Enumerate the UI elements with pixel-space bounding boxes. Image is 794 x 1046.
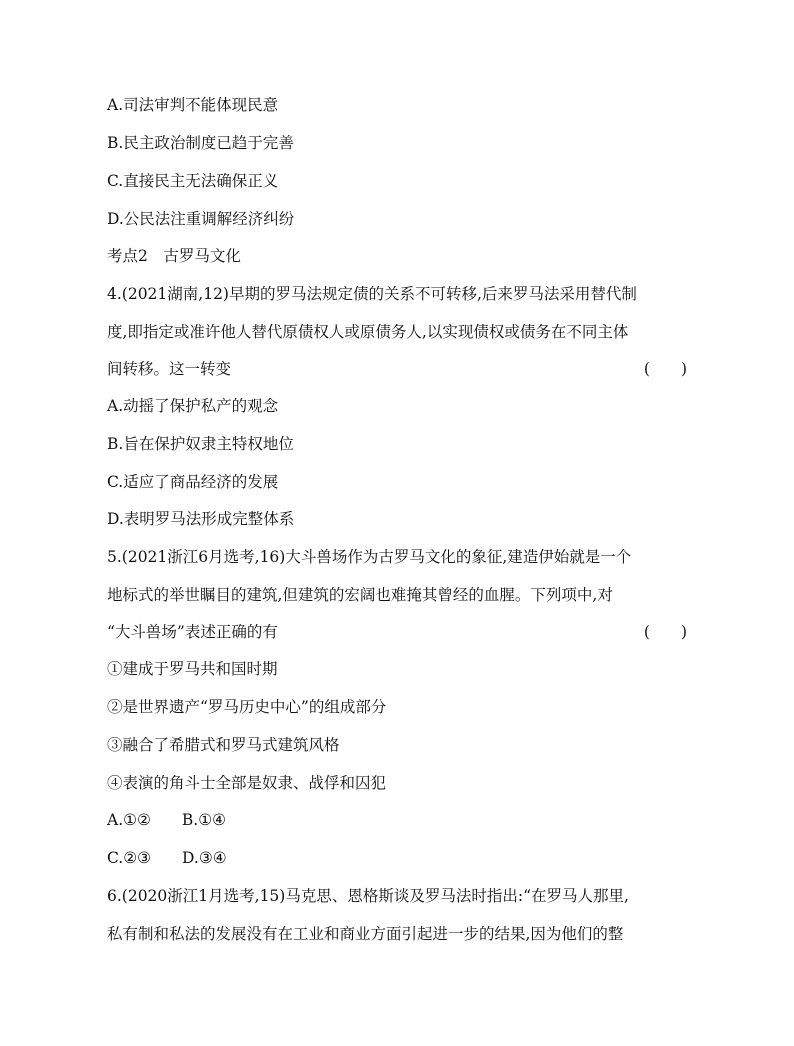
q3-option-a: A.司法审判不能体现民意 xyxy=(107,96,279,114)
q5-item-3: ③融合了希腊式和罗马式建筑风格 xyxy=(107,736,340,754)
q4-option-a: A.动摇了保护私产的观念 xyxy=(107,397,279,415)
q4-stem-text: 间转移。这一转变 xyxy=(107,360,232,378)
section-title: 考点2 古罗马文化 xyxy=(107,247,241,265)
q5-item-1: ①建成于罗马共和国时期 xyxy=(107,660,278,678)
q4-answer-bracket: ( ) xyxy=(643,360,687,378)
q5-stem-line-2: 地标式的举世瞩目的建筑,但建筑的宏阔也难掩其曾经的血腥。下列项中,对 xyxy=(107,586,613,604)
q4-option-c: C.适应了商品经济的发展 xyxy=(107,473,279,491)
q4-stem-line-2: 度,即指定或准许他人替代原债权人或原债务人,以实现债权或债务在不同主体 xyxy=(107,323,629,341)
q3-option-b: B.民主政治制度已趋于完善 xyxy=(107,134,294,152)
q4-option-d: D.表明罗马法形成完整体系 xyxy=(107,510,295,528)
q5-stem-line-3 xyxy=(107,622,687,642)
q6-stem-line-1: 6.(2020浙江1月选考,15)马克思、恩格斯谈及罗马法时指出:“在罗马人那里, xyxy=(107,887,629,905)
q4-option-b: B.旨在保护奴隶主特权地位 xyxy=(107,435,294,453)
q4-stem-line-3 xyxy=(107,359,687,379)
q5-answer-bracket: ( ) xyxy=(643,623,687,641)
q3-option-c: C.直接民主无法确保正义 xyxy=(107,172,279,190)
q5-item-4: ④表演的角斗士全部是奴隶、战俘和囚犯 xyxy=(107,774,387,792)
q5-item-2: ②是世界遗产“罗马历史中心”的组成部分 xyxy=(107,698,387,716)
q5-options-row-2: C.②③ D.③④ xyxy=(107,849,227,867)
q5-options-row-1: A.①② B.①④ xyxy=(107,811,227,829)
q6-stem-line-2: 私有制和私法的发展没有在工业和商业方面引起进一步的结果,因为他们的整 xyxy=(107,925,624,943)
q4-stem-line-1: 4.(2021湖南,12)早期的罗马法规定债的关系不可转移,后来罗马法采用替代制 xyxy=(107,285,637,303)
q3-option-d: D.公民法注重调解经济纠纷 xyxy=(107,210,295,228)
q5-stem-line-1: 5.(2021浙江6月选考,16)大斗兽场作为古罗马文化的象征,建造伊始就是一个 xyxy=(107,548,632,566)
q5-stem-text: “大斗兽场”表述正确的有 xyxy=(107,623,278,641)
